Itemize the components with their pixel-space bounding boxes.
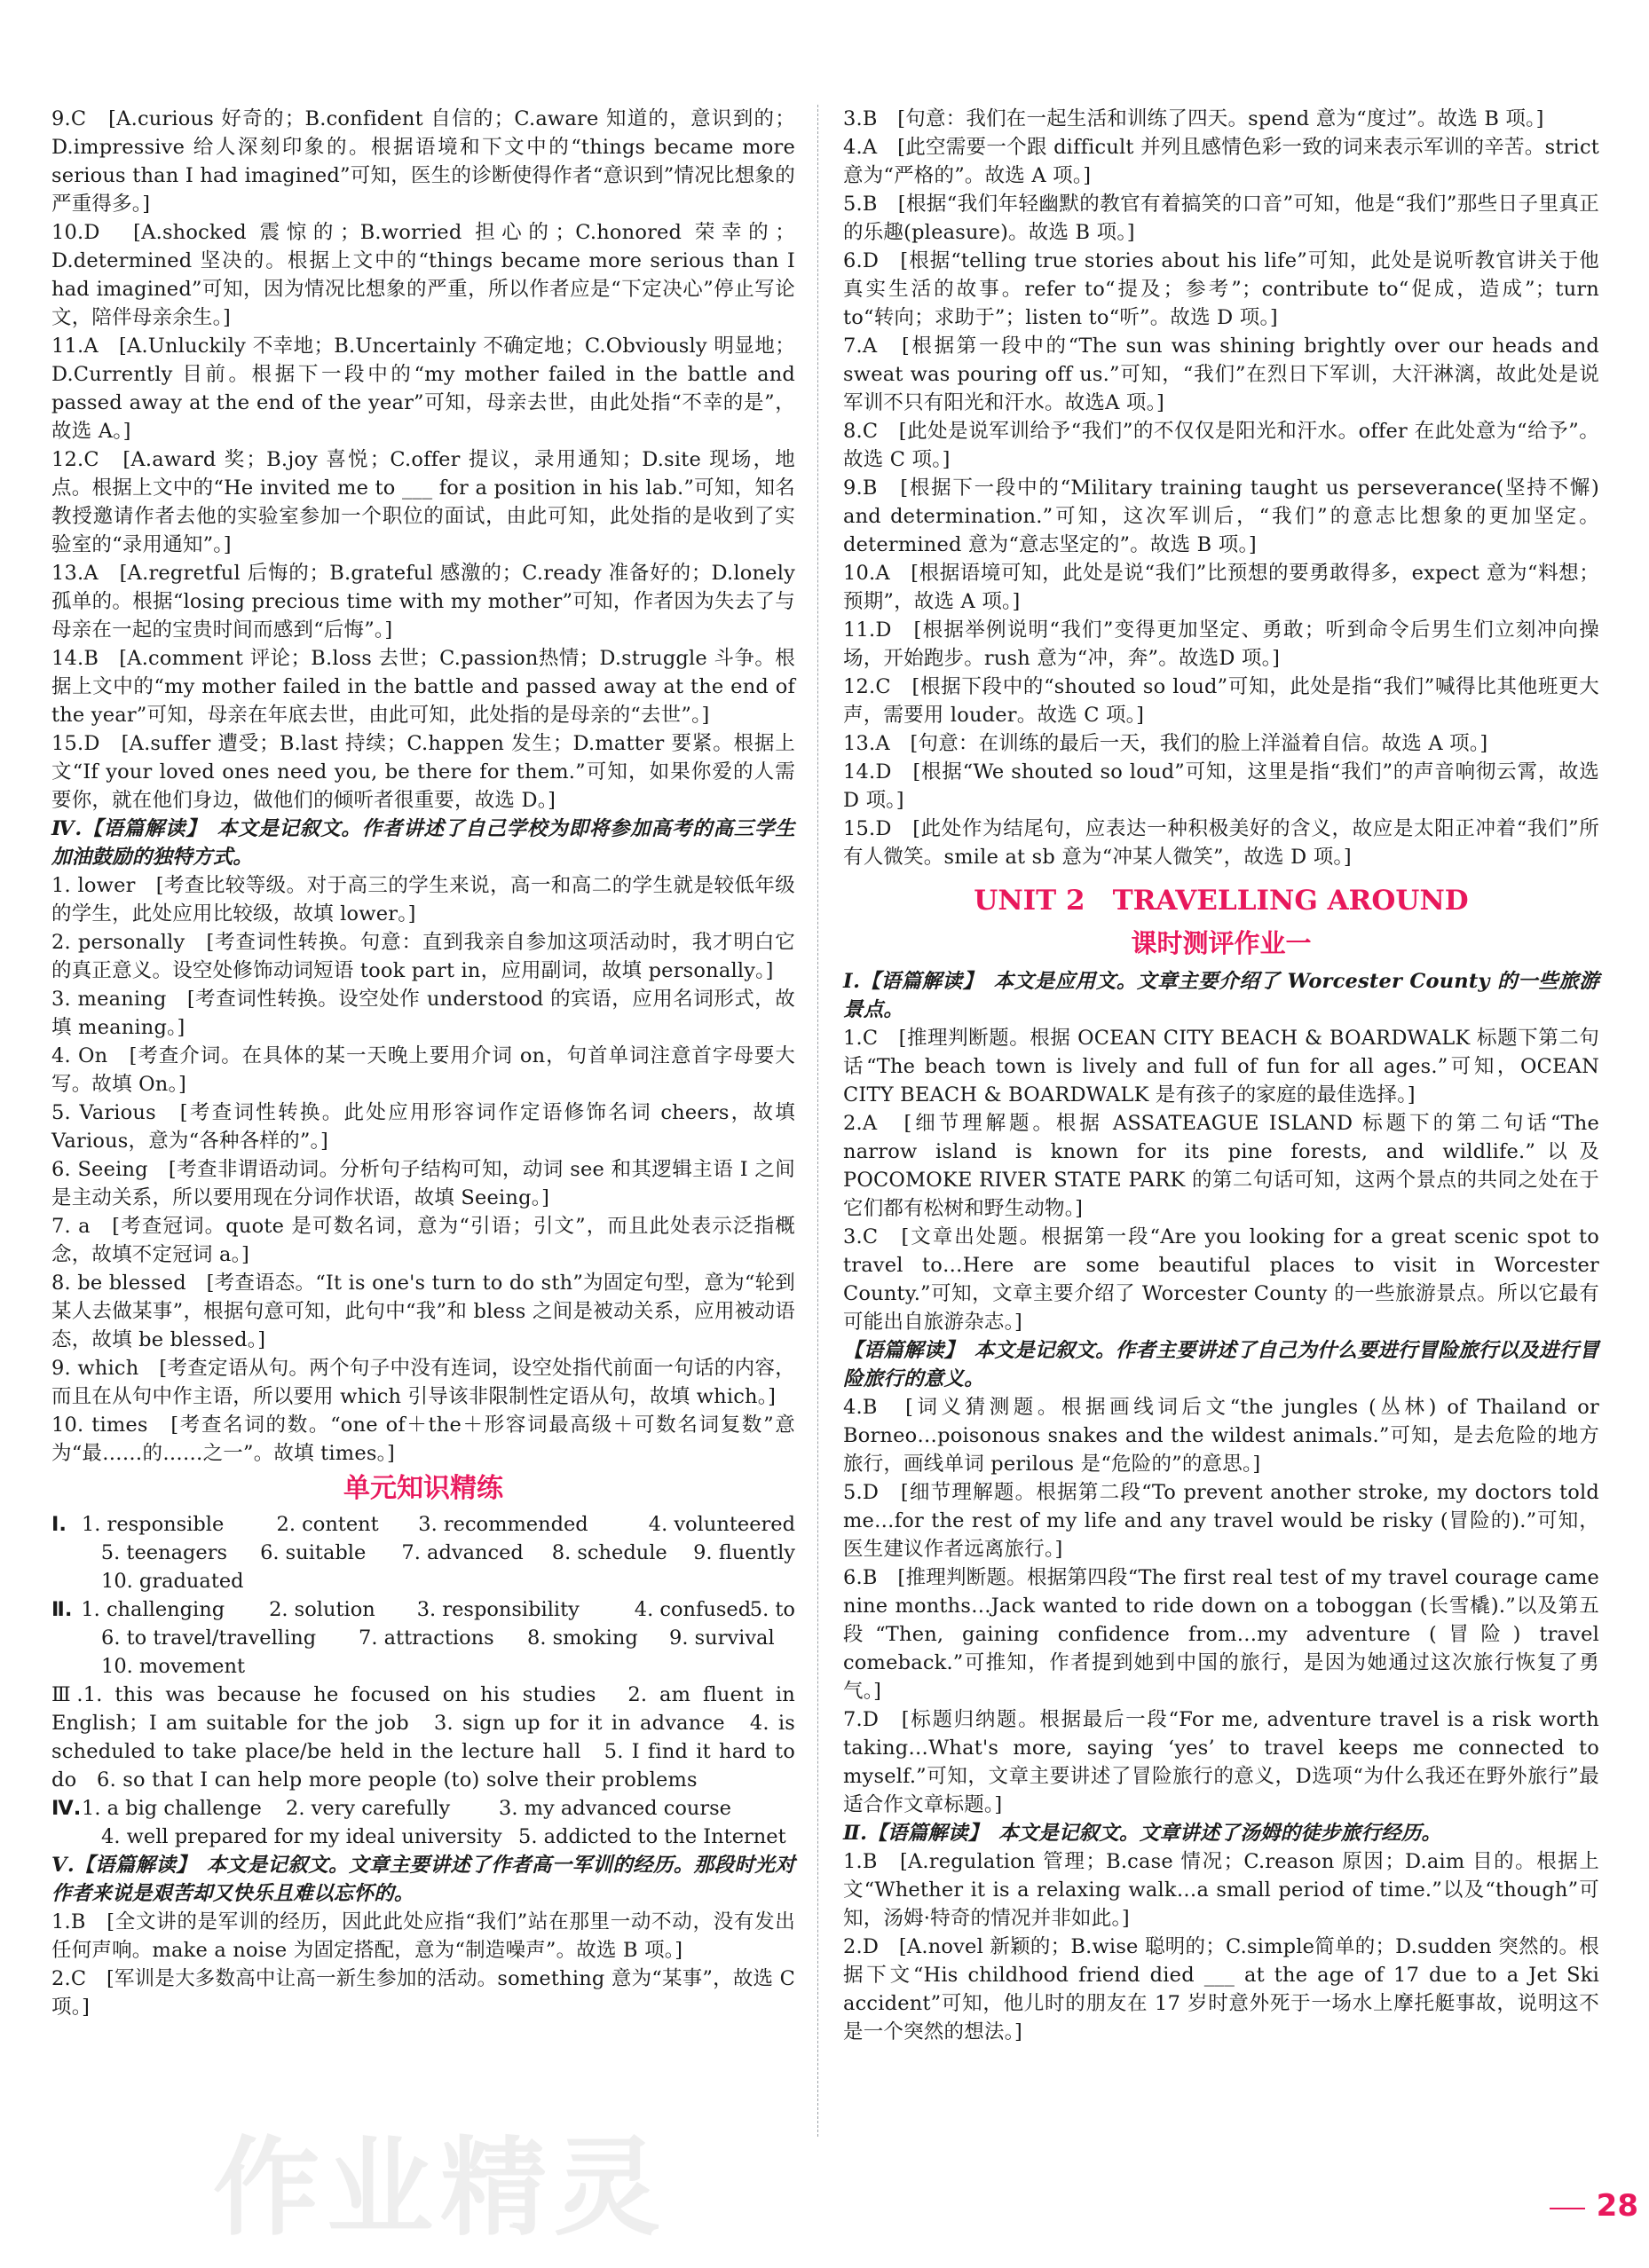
word-item: 5. teenagers	[100, 1541, 227, 1564]
exercise-i-label: Ⅰ.	[51, 1513, 67, 1536]
reading-analysis-b: 【语篇解读】 本文是记叙文。作者主要讲述了自己为什么要进行冒险旅行以及进行冒险旅行的意义。	[843, 1339, 1599, 1390]
cloze-answer-13: 13.A [句意：在训练的最后一天，我们的脸上洋溢着自信。故选 A 项。]	[843, 732, 1488, 755]
word-item: 8. smoking	[527, 1626, 638, 1650]
unit-title: UNIT 2 TRAVELLING AROUND	[974, 885, 1469, 917]
cloze-answer-12: 12.C [根据下段中的“shouted so loud”可知，此处是指“我们”喊得比其他班更大声，需要用 louder。故选 C 项。]	[843, 675, 1599, 727]
exercise-iv-label: Ⅳ.	[51, 1797, 82, 1820]
answer-9: 9.C [A.curious 好奇的；B.confident 自信的；C.aware 知道的，意识到的；D.impressive 给人深刻印象的。根据语境和下文中的“things became more serious than I had imagined”可知，医生的诊断使得作者“意识到”情况比想象的严重得多。]	[51, 107, 795, 216]
right-column	[843, 105, 1599, 2046]
cloze-answer-5: 5.B [根据“我们年轻幽默的教官有着搞笑的口音”可知，他是“我们”那些日子里真正的乐趣(pleasure)。故选 B 项。]	[843, 193, 1599, 244]
cloze-answer-3: 3.B [句意：我们在一起生活和训练了四天。spend 意为“度过”。故选 B 项。]	[843, 107, 1544, 130]
left-column	[51, 105, 795, 2021]
reading-answer-3: 3.C [文章出处题。根据第一段“Are you looking for a great scenic spot to travel to…Here are some beautiful places to visit in Worcester County.”可知，文章主要介绍了 Worcester County 的一些旅游景点。所以它最有可能出自旅游杂志。]	[843, 1225, 1599, 1334]
word-item: 7. attractions	[359, 1626, 494, 1650]
word-item: 1. responsible	[81, 1513, 225, 1536]
reading-answer-7: 7.D [标题归纳题。根据最后一段“For me, adventure travel is a risk worth taking…What's more, saying ‘yes’ to travel keeps me connected to myself.”可知，文章主要讲述了冒险旅行的意义，D选项“为什么我还在野外旅行”最适合作文章标题。]	[843, 1708, 1599, 1816]
reading-answer-2: 2.A [细节理解题。根据 ASSATEAGUE ISLAND 标题下的第二句话“The narrow island is known for its pine forests, and wildlife.”以及 POCOMOKE RIVER STATE PARK 的第二句话可知，这两个景点的共同之处在于它们都有松树和野生动物。]	[843, 1112, 1599, 1220]
cloze-answer-2: 2.C [军训是大多数高中让高一新生参加的活动。something 意为“某事”，故选 C 项。]	[51, 1967, 795, 2019]
cloze-answer-1: 1.B [全文讲的是军训的经历，因此此处应指“我们”站在那里一动不动，没有发出任何声响。make a noise 为固定搭配，意为“制造噪声”。故选 B 项。]	[51, 1910, 795, 1962]
phrase-item: 3. my advanced course	[499, 1797, 731, 1820]
passage-analysis-v: Ⅴ.【语篇解读】 本文是记叙文。文章主要讲述了作者高一军训的经历。那段时光对作者来说是艰苦却又快乐且难以忘怀的。	[51, 1854, 795, 1905]
word-item: 2. solution	[269, 1598, 375, 1621]
cloze-answer-15: 15.D [此处作为结尾句，应表达一种积极美好的含义，故应是太阳正冲着“我们”所有人微笑。smile at sb 意为“冲某人微笑”，故选 D 项。]	[843, 817, 1599, 869]
fill-answer-10: 10. times [考查名词的数。“one of＋the＋形容词最高级＋可数名词复数”意为“最……的……之一”。故填 times。]	[51, 1414, 795, 1465]
reading-answer-4: 4.B [词义猜测题。根据画线词后文“the jungles (丛林) of Thailand or Borneo…poisonous snakes and the wildest animals.”可知，是去危险的地方旅行，画线单词 perilous 是“危险的”的意思。]	[843, 1396, 1599, 1476]
answer-11: 11.A [A.Unluckily 不幸地；B.Uncertainly 不确定地；C.Obviously 明显地；D.Currently 目前。根据下一段中的“my mother failed in the battle and passed away at the end of the year”可知，母亲去世，由此处指“不幸的是”，故选 A。]	[51, 335, 795, 443]
cloze2-answer-2: 2.D [A.novel 新颖的；B.wise 聪明的；C.simple简单的；D.sudden 突然的。根据下文“His childhood friend died ___ at the age of 17 due to a Jet Ski accident”可知，他儿时的朋友在 17 岁时意外死于一场水上摩托艇事故，说明这不是一个突然的想法。]	[843, 1935, 1599, 2044]
phrase-item: 4. well prepared for my ideal university	[101, 1825, 502, 1848]
word-item: 6. to travel/travelling	[101, 1626, 317, 1650]
exercise-ii-row-1	[51, 1595, 795, 1624]
exercise-iv-row-2	[51, 1823, 795, 1851]
section-title-unit-knowledge: 单元知识精练	[343, 1473, 503, 1504]
cloze-answer-8: 8.C [此处是说军训给予“我们”的不仅仅是阳光和汗水。offer 在此处意为“给予”。故选 C 项。]	[843, 420, 1599, 471]
lesson-title: 课时测评作业一	[1131, 928, 1312, 958]
fill-answer-7: 7. a [考查冠词。quote 是可数名词，意为“引语；引文”，而且此处表示泛指概念，故填不定冠词 a。]	[51, 1215, 795, 1266]
passage-analysis-iv: Ⅳ.【语篇解读】 本文是记叙文。作者讲述了自己学校为即将参加高考的高三学生加油鼓励的独特方式。	[51, 817, 795, 869]
fill-answer-8: 8. be blessed [考查语态。“It is one's turn to do sth”为固定句型，意为“轮到某人去做某事”，根据句意可知，此句中“我”和 bless 之间是被动关系，应用被动语态，故填 be blessed。]	[51, 1272, 795, 1351]
reading-answer-5: 5.D [细节理解题。根据第二段“To prevent another stroke, my doctors told me…for the rest of my life and any travel would be risky (冒险的).”可知，医生建议作者远离旅行。]	[843, 1481, 1599, 1561]
word-item: 1. challenging	[81, 1598, 225, 1621]
fill-answer-9: 9. which [考查定语从句。两个句子中没有连词，设空处指代前面一句话的内容，而且在从句中作主语，所以要用 which 引导该非限制性定语从句，故填 which。]	[51, 1357, 795, 1408]
exercise-i-row-3	[51, 1567, 795, 1595]
cloze-answer-4: 4.A [此空需要一个跟 difficult 并列且感情色彩一致的词来表示军训的辛苦。strict 意为“严格的”。故选 A 项。]	[843, 136, 1599, 187]
exercise-iii: Ⅲ.1. this was because he focused on his studies 2. am fluent in English；I am suitable for the job 3. sign up for it in advance 4. is scheduled to take place/be held in the lecture hall 5. I find it hard to do 6. so that I can help more people (to) solve their problems	[51, 1683, 795, 1792]
phrase-item: 2. very carefully	[286, 1797, 451, 1820]
answer-12	[51, 445, 795, 559]
word-item: 9. survival	[669, 1626, 775, 1650]
exercise-ii	[51, 1595, 795, 1681]
cloze-answer-6: 6.D [根据“telling true stories about his life”可知，此处是说听教官讲关于他真实生活的故事。refer to“提及；参考”；contribute to“促成，造成”；turn to“转向；求助于”；listen to“听”。故选 D 项。]	[843, 249, 1599, 329]
word-item: 8. schedule	[551, 1541, 667, 1564]
word-item: 3. recommended	[418, 1513, 588, 1536]
reading-answer-6: 6.B [推理判断题。根据第四段“The first real test of my travel courage came nine months…Jack wanted to ride down on a toboggan (长雪橇).”以及第五段“Then, gaining confidence from…my adventure (冒险) travel comeback.”可推知，作者提到她到中国的旅行，是因为她通过这次旅行恢复了勇气。]	[843, 1566, 1599, 1703]
word-item: 6. suitable	[260, 1541, 367, 1564]
column-divider	[817, 105, 818, 2137]
fill-answer-2: 2. personally [考查词性转换。句意：直到我亲自参加这项活动时，我才明白它的真正意义。设空处修饰动词短语 took part in，应用副词，故填 personally。]	[51, 931, 795, 982]
exercise-ii-row-2	[51, 1624, 795, 1652]
reading-analysis-i: Ⅰ.【语篇解读】 本文是应用文。文章主要介绍了 Worcester County 的一些旅游景点。	[843, 970, 1599, 1021]
word-item: 10. graduated	[101, 1570, 244, 1593]
reading-analysis-ii: Ⅱ.【语篇解读】 本文是记叙文。文章讲述了汤姆的徒步旅行经历。	[843, 1822, 1442, 1845]
fill-answer-4: 4. On [考查介词。在具体的某一天晚上要用介词 on，句首单词注意首字母要大写。故填 On。]	[51, 1044, 795, 1096]
fill-answer-5: 5. Various [考查词性转换。此处应用形容词作定语修饰名词 cheers，故填 Various，意为“各种各样的”。]	[51, 1101, 795, 1153]
cloze-answer-7: 7.A [根据第一段中的“The sun was shining brightly over our heads and sweat was pouring off us.”可知，“我们”在烈日下军训，大汗淋漓，故此处是说军训不只有阳光和汗水。故选A 项。]	[843, 335, 1599, 414]
page-number-dash	[1550, 2208, 1585, 2209]
fill-answer-1: 1. lower [考查比较等级。对于高三的学生来说，高一和高二的学生就是较低年级的学生，此处应用比较级，故填 lower。]	[51, 874, 795, 925]
cloze-answer-14: 14.D [根据“We shouted so loud”可知，这里是指“我们”的声音响彻云霄，故选 D 项。]	[843, 760, 1599, 812]
word-item: 2. content	[276, 1513, 379, 1536]
exercise-iv-row-1	[51, 1794, 795, 1823]
answer-12-text: 12.C [A.award 奖；B.joy 喜悦；C.offer 提议，录用通知；D.site 现场，地点。根据上文中的“He invited me to ___ for a position in his lab.”可知，知名教授邀请作者去他的实验室参加一个职位的面试，由此可知，此处指的是收到了实验室的“录用通知”。]	[51, 448, 795, 556]
word-item: 4. volunteered	[648, 1513, 795, 1536]
watermark: 作业精灵	[213, 2127, 667, 2250]
exercise-i-row-1	[51, 1510, 795, 1539]
cloze2-answer-1: 1.B [A.regulation 管理；B.case 情况；C.reason 原因；D.aim 目的。根据上文“Whether it is a relaxing walk…a small period of time.”以及“though”可知，汤姆·特奇的情况并非如此。]	[843, 1850, 1599, 1930]
reading-answer-1: 1.C [推理判断题。根据 OCEAN CITY BEACH & BOARDWALK 标题下第二句话“The beach town is lively and full of fun for all ages.”可知，OCEAN CITY BEACH & BOARDWALK 是有孩子的家庭的最佳选择。]	[843, 1027, 1599, 1106]
answer-14: 14.B [A.comment 评论；B.loss 去世；C.passion热情；D.struggle 斗争。根据上文中的“my mother failed in the battle and passed away at the end of the year”可知，母亲在年底去世，由此可知，此处指的是母亲的“去世”。]	[51, 647, 795, 727]
page-number: 28	[1596, 2188, 1638, 2224]
phrase-item: 5. addicted to the Internet	[518, 1825, 786, 1848]
cloze-answer-10: 10.A [根据语境可知，此处是说“我们”比预想的要勇敢得多，expect 意为“料想；预期”，故选 A 项。]	[843, 562, 1599, 613]
word-item: 3. responsibility	[416, 1598, 580, 1621]
phrase-item: 1. a big challenge	[82, 1797, 262, 1820]
word-item: 4. confused	[634, 1598, 752, 1621]
word-item: 5. to	[749, 1598, 795, 1621]
word-item: 7. advanced	[401, 1541, 524, 1564]
fill-answer-6: 6. Seeing [考查非谓语动词。分析句子结构可知，动词 see 和其逻辑主语 I 之间是主动关系，所以要用现在分词作状语，故填 Seeing。]	[51, 1158, 795, 1209]
fill-answer-3: 3. meaning [考查词性转换。设空处作 understood 的宾语，应用名词形式，故填 meaning。]	[51, 988, 795, 1039]
answer-13: 13.A [A.regretful 后悔的；B.grateful 感激的；C.ready 准备好的；D.lonely孤单的。根据“losing precious time with my mother”可知，作者因为失去了与母亲在一起的宝贵时间而感到“后悔”。]	[51, 562, 795, 642]
word-item: 10. movement	[101, 1655, 246, 1678]
exercise-ii-row-3	[51, 1652, 795, 1681]
exercise-i	[51, 1510, 795, 1595]
answer-15: 15.D [A.suffer 遭受；B.last 持续；C.happen 发生；D.matter 要紧。根据上文“If your loved ones need you, be there for them.”可知，如果你爱的人需要你，就在他们身边，做他们的倾听者很重要，故选 D。]	[51, 732, 795, 812]
exercise-ii-label: Ⅱ.	[51, 1598, 73, 1621]
answer-10: 10.D [A.shocked 震惊的；B.worried 担心的；C.honored 荣幸的；D.determined 坚决的。根据上文中的“things became more serious than I had imagined”可知，因为情况比想象的严重，所以作者应是“下定决心”停止写论文，陪伴母亲余生。]	[51, 221, 795, 329]
exercise-i-row-2	[51, 1539, 795, 1567]
cloze-answer-9: 9.B [根据下一段中的“Military training taught us perseverance(坚持不懈) and determination.”可知，这次军训后，“我们”的意志比想象的更加坚定。determined 意为“意志坚定的”。故选 B 项。]	[843, 476, 1599, 556]
word-item: 9. fluently	[693, 1541, 795, 1564]
exercise-iv	[51, 1794, 795, 1851]
cloze-answer-11: 11.D [根据举例说明“我们”变得更加坚定、勇敢；听到命令后男生们立刻冲向操场，开始跑步。rush 意为“冲，奔”。故选D 项。]	[843, 618, 1599, 670]
